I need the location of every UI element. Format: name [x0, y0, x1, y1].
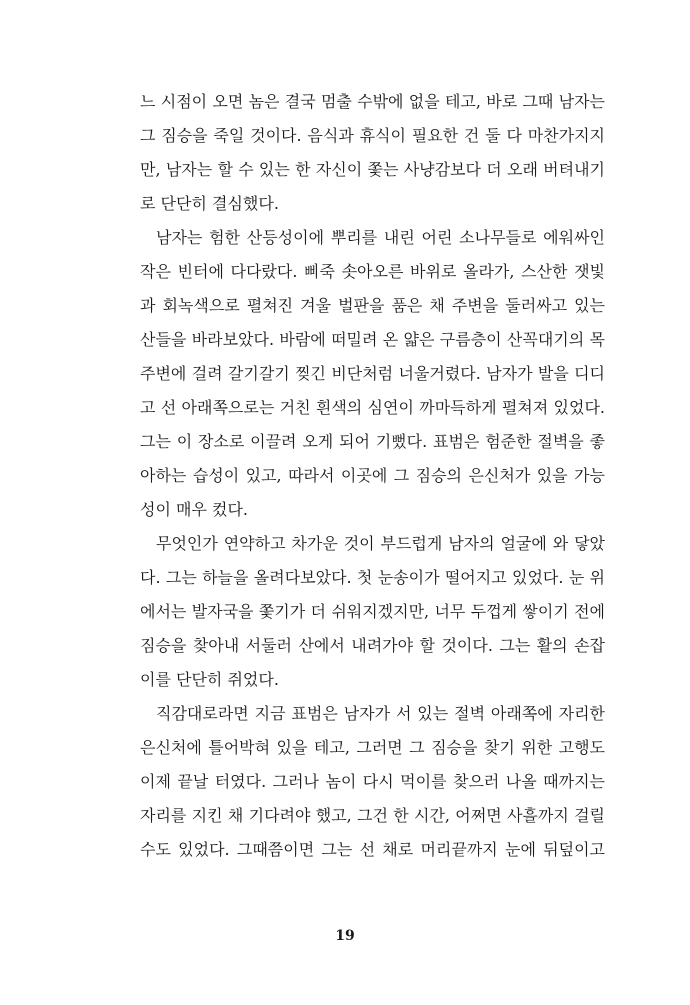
- text-line: 주변에 걸려 갈기갈기 찢긴 비단처럼 너울거렸다. 남자가 발을 디디: [140, 364, 605, 383]
- page-number: 19: [335, 928, 355, 944]
- text-line: 고 선 아래쪽으로는 거친 흰색의 심연이 까마득하게 펼쳐져 있었다.: [140, 398, 605, 417]
- text-line: 다. 그는 하늘을 올려다보았다. 첫 눈송이가 떨어지고 있었다. 눈 위: [140, 568, 605, 587]
- text-line: 에서는 발자국을 쫓기가 더 쉬워지겠지만, 너무 두껍게 쌓이기 전에: [140, 602, 605, 621]
- text-line: 수도 있었다. 그때쯤이면 그는 선 채로 머리끝까지 눈에 뒤덮이고: [140, 840, 605, 859]
- text-line: 이제 끝날 터였다. 그러나 놈이 다시 먹이를 찾으러 나올 때까지는: [140, 772, 605, 791]
- paragraph-first-line: 직감대로라면 지금 표범은 남자가 서 있는 절벽 아래쪽에 자리한: [156, 704, 605, 723]
- text-line: 은신처에 틀어박혀 있을 테고, 그러면 그 짐승을 찾기 위한 고행도: [140, 738, 605, 757]
- paragraph-first-line: 남자는 험한 산등성이에 뿌리를 내린 어린 소나무들로 에워싸인: [156, 228, 605, 247]
- text-line: 만, 남자는 할 수 있는 한 자신이 쫓는 사냥감보다 더 오래 버텨내기: [140, 160, 605, 179]
- text-line: 느 시점이 오면 놈은 결국 멈출 수밖에 없을 테고, 바로 그때 남자는: [140, 92, 605, 111]
- text-line: 이를 단단히 쥐었다.: [140, 670, 279, 689]
- paragraph-first-line: 무엇인가 연약하고 차가운 것이 부드럽게 남자의 얼굴에 와 닿았: [156, 534, 605, 553]
- text-line: 자리를 지킨 채 기다려야 했고, 그건 한 시간, 어쩌면 사흘까지 걸릴: [140, 806, 605, 825]
- text-line: 아하는 습성이 있고, 따라서 이곳에 그 짐승의 은신처가 있을 가능: [140, 466, 605, 485]
- text-line: 작은 빈터에 다다랐다. 삐죽 솟아오른 바위로 올라가, 스산한 잿빛: [140, 262, 605, 281]
- text-line: 그는 이 장소로 이끌려 오게 되어 기뻤다. 표범은 험준한 절벽을 좋: [140, 432, 605, 451]
- text-line: 짐승을 찾아내 서둘러 산에서 내려가야 할 것이다. 그는 활의 손잡: [140, 636, 605, 655]
- text-line: 로 단단히 결심했다.: [140, 194, 279, 213]
- text-line: 그 짐승을 죽일 것이다. 음식과 휴식이 필요한 건 둘 다 마찬가지지: [140, 126, 605, 145]
- text-line: 과 회녹색으로 펼쳐진 겨울 벌판을 품은 채 주변을 둘러싸고 있는: [140, 296, 605, 315]
- text-line: 성이 매우 컸다.: [140, 500, 248, 519]
- text-line: 산들을 바라보았다. 바람에 떠밀려 온 얇은 구름층이 산꼭대기의 목: [140, 330, 605, 349]
